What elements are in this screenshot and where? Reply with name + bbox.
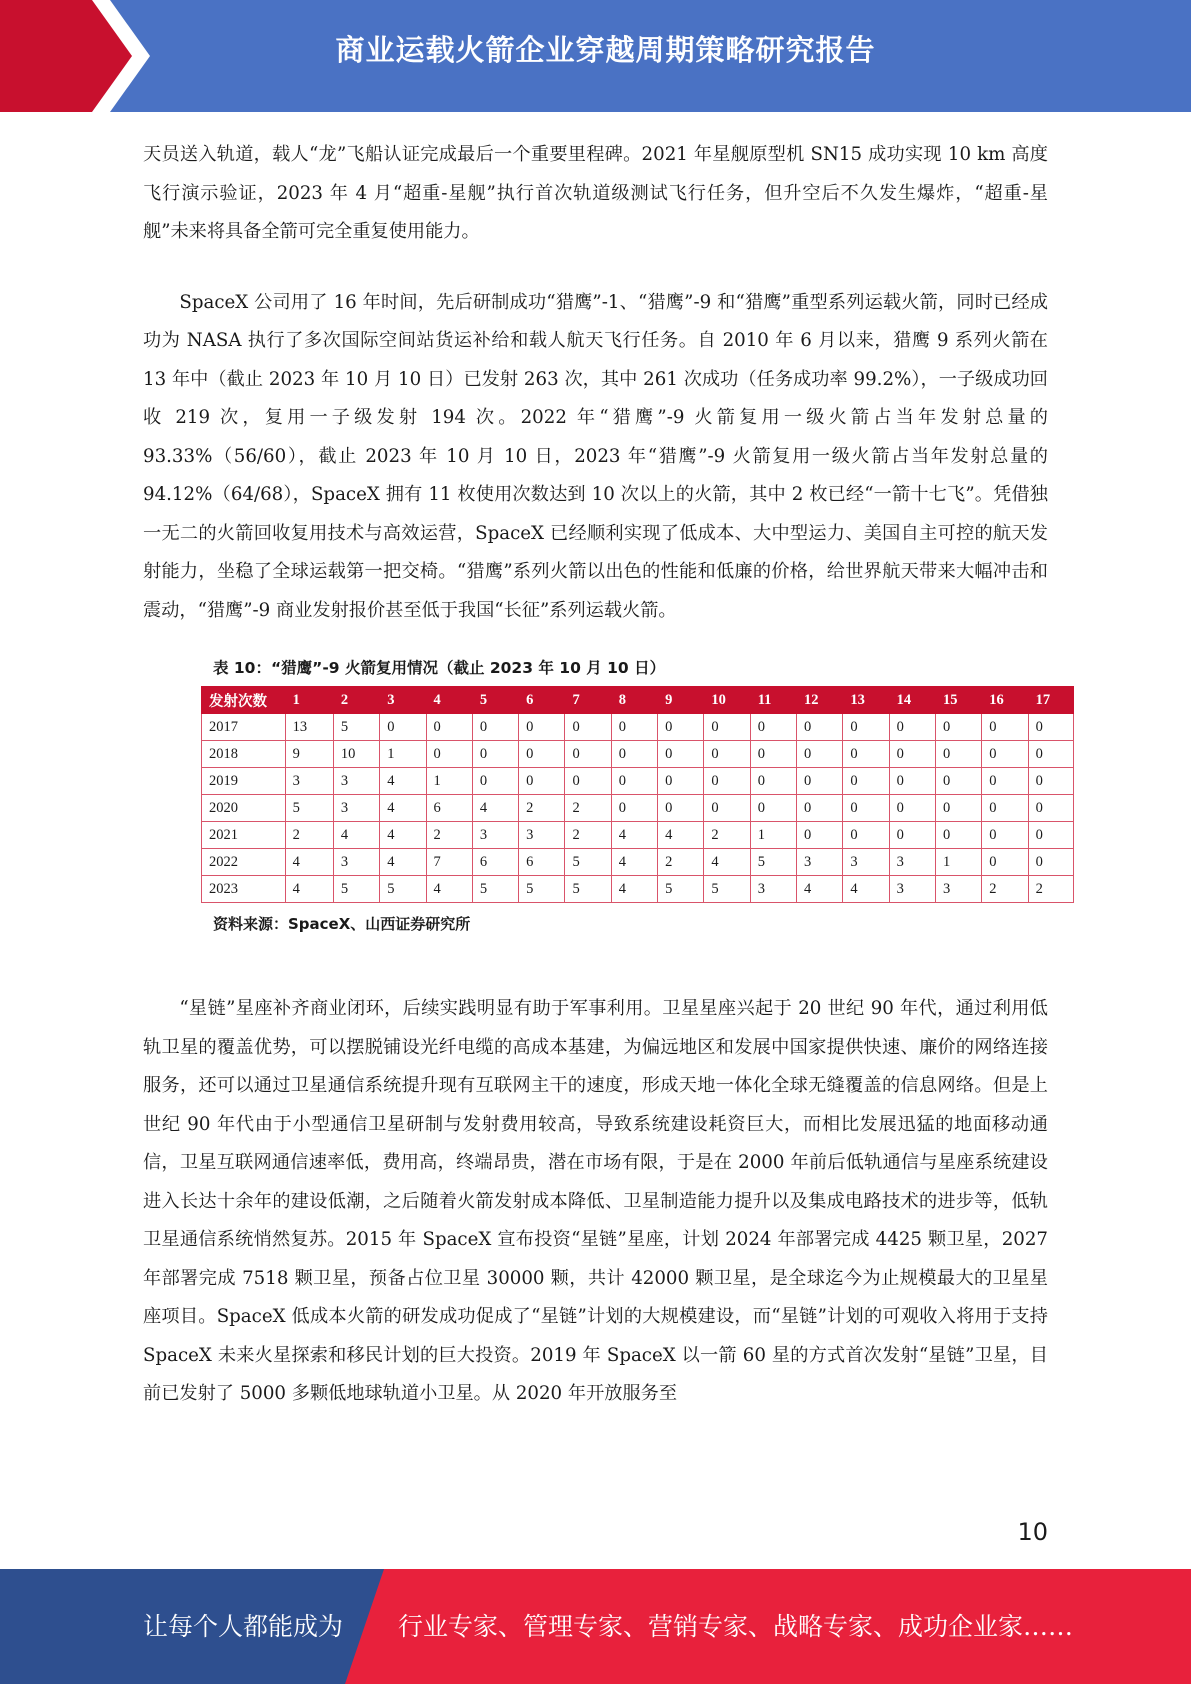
table-cell: 2 [658,849,704,876]
main-content [143,136,1051,1414]
table-cell: 2 [285,822,333,849]
table-cell: 0 [704,795,750,822]
reuse-table [201,686,1074,903]
table-cell: 0 [1028,714,1073,741]
table-header-cell: 3 [380,687,426,714]
table-cell: 0 [1028,741,1073,768]
table-cell: 0 [658,741,704,768]
page-number: 10 [1017,1518,1048,1546]
table-cell: 5 [333,876,379,903]
table-header-cell: 14 [889,687,935,714]
table-cell: 5 [519,876,565,903]
table-cell: 0 [658,795,704,822]
table-cell: 4 [658,822,704,849]
table-cell: 0 [565,768,611,795]
table-cell: 0 [982,714,1028,741]
table-cell: 7 [426,849,472,876]
table-cell: 5 [750,849,796,876]
table-header-cell: 16 [982,687,1028,714]
table-cell: 4 [611,876,657,903]
table-header-cell: 17 [1028,687,1073,714]
table-cell: 2 [519,795,565,822]
table-row [202,876,1074,903]
table-source: 资料来源：SpaceX、山西证券研究所 [213,915,471,933]
table-cell: 0 [1028,768,1073,795]
table-cell: 0 [889,741,935,768]
table-caption: 表 10：“猎鹰”-9 火箭复用情况（截止 2023 年 10 月 10 日） [213,659,666,677]
table-cell: 4 [797,876,843,903]
table-cell: 0 [750,714,796,741]
table-cell: 0 [843,795,889,822]
page-header [0,0,1191,112]
table-cell: 0 [982,849,1028,876]
table-header-cell: 12 [797,687,843,714]
table-cell: 0 [797,795,843,822]
table-header-cell: 1 [285,687,333,714]
table-row [202,741,1074,768]
page-footer [0,1569,1191,1684]
table-cell: 0 [935,795,981,822]
table-row-year: 2020 [202,795,286,822]
table-cell: 0 [1028,822,1073,849]
table-cell: 0 [889,822,935,849]
table-header-cell: 2 [333,687,379,714]
footer-slogan-left: 让每个人都能成为 [143,1612,344,1641]
table-cell: 0 [611,768,657,795]
table-cell: 0 [519,714,565,741]
table-cell: 0 [982,795,1028,822]
table-cell: 0 [935,822,981,849]
table-cell: 2 [565,822,611,849]
table-cell: 6 [472,849,518,876]
paragraph-1: 天员送入轨道，载人“龙”飞船认证完成最后一个重要里程碑。2021 年星舰原型机 SN15 成功实现 10 km 高度飞行演示验证，2023 年 4 月“超重-星舰”执行首次轨道级测试飞行任务，但升空后不久发生爆炸，“超重-星舰”未来将具备全箭可完全重复使用能力。 [143,144,1048,242]
table-cell: 0 [611,795,657,822]
table-cell: 0 [935,768,981,795]
table-cell: 6 [426,795,472,822]
table-cell: 0 [843,741,889,768]
table-header-row [202,687,1074,714]
table-cell: 0 [565,741,611,768]
table-header-cell: 10 [704,687,750,714]
table-header-cell: 7 [565,687,611,714]
table-cell: 4 [426,876,472,903]
table-header-cell: 13 [843,687,889,714]
table-cell: 0 [982,741,1028,768]
table-cell: 3 [843,849,889,876]
table-cell: 4 [285,849,333,876]
table-cell: 3 [472,822,518,849]
table-cell: 0 [426,741,472,768]
table-cell: 5 [658,876,704,903]
table-row-year: 2017 [202,714,286,741]
table-row [202,822,1074,849]
table-cell: 0 [704,768,750,795]
table-cell: 13 [285,714,333,741]
table-header-cell: 8 [611,687,657,714]
table-cell: 1 [750,822,796,849]
table-row-year: 2022 [202,849,286,876]
table-cell: 3 [519,822,565,849]
table-cell: 4 [380,822,426,849]
table-cell: 0 [889,795,935,822]
table-header-cell: 6 [519,687,565,714]
table-row [202,849,1074,876]
table-cell: 0 [889,768,935,795]
table-cell: 0 [797,741,843,768]
table-cell: 0 [519,768,565,795]
table-cell: 0 [658,714,704,741]
table-header-cell: 15 [935,687,981,714]
table-row-year: 2021 [202,822,286,849]
table-row-year: 2023 [202,876,286,903]
table-cell: 4 [843,876,889,903]
table-cell: 3 [750,876,796,903]
table-cell: 5 [285,795,333,822]
table-cell: 3 [935,876,981,903]
table-cell: 0 [704,714,750,741]
table-cell: 4 [611,822,657,849]
table-cell: 0 [426,714,472,741]
table-cell: 2 [982,876,1028,903]
reuse-table-block [201,656,1074,934]
report-title: 商业运载火箭企业穿越周期策略研究报告 [335,33,876,67]
table-cell: 0 [472,741,518,768]
table-cell: 4 [380,795,426,822]
table-cell: 0 [565,714,611,741]
table-cell: 4 [472,795,518,822]
table-cell: 2 [426,822,472,849]
table-header-cell: 9 [658,687,704,714]
table-cell: 3 [333,849,379,876]
table-row-year: 2019 [202,768,286,795]
table-cell: 0 [797,714,843,741]
table-cell: 2 [1028,876,1073,903]
paragraph-3: “星链”星座补齐商业闭环，后续实践明显有助于军事利用。卫星星座兴起于 20 世纪 90 年代，通过利用低轨卫星的覆盖优势，可以摆脱铺设光纤电缆的高成本基建，为偏远地区和发展中国家提供快速、廉价的网络连接服务，还可以通过卫星通信系统提升现有互联网主干的速度，形成天地一体化全球无缝覆盖的信息网络。但是上世纪 90 年代由于小型通信卫星研制与发射费用较高，导致系统建设耗资巨大，而相比发展迅猛的地面移动通信，卫星互联网通信速率低，费用高，终端昂贵，潜在市场有限，于是在 2000 年前后低轨通信与星座系统建设进入长达十余年的建设低潮，之后随着火箭发射成本降低、卫星制造能力提升以及集成电路技术的进步等，低轨卫星通信系统悄然复苏。2015 年 SpaceX 宣布投资“星链”星座，计划 2024 年部署完成 4425 颗卫星，2027 年部署完成 7518 颗卫星，预备占位卫星 30000 颗，共计 42000 颗卫星，是全球迄今为止规模最大的卫星星座项目。SpaceX 低成本火箭的研发成功促成了“星链”计划的大规模建设，而“星链”计划的可观收入将用于支持 SpaceX 未来火星探索和移民计划的巨大投资。2019 年 SpaceX 以一箭 60 星的方式首次发射“星链”卫星，目前已发射了 5000 多颗低地球轨道小卫星。从 2020 年开放服务至 [143,998,1048,1404]
table-cell: 1 [380,741,426,768]
table-cell: 4 [380,768,426,795]
table-cell: 5 [380,876,426,903]
table-row-year: 2018 [202,741,286,768]
table-cell: 3 [797,849,843,876]
table-cell: 0 [704,741,750,768]
table-cell: 0 [797,768,843,795]
table-cell: 0 [750,741,796,768]
table-cell: 0 [889,714,935,741]
table-cell: 0 [1028,795,1073,822]
table-cell: 0 [982,768,1028,795]
table-cell: 3 [285,768,333,795]
table-cell: 0 [658,768,704,795]
table-cell: 4 [333,822,379,849]
table-cell: 0 [797,822,843,849]
table-cell: 3 [333,768,379,795]
table-cell: 0 [982,822,1028,849]
table-cell: 0 [472,768,518,795]
table-cell: 0 [935,714,981,741]
table-header-launch-count: 发射次数 [202,687,286,714]
table-cell: 3 [333,795,379,822]
table-cell: 0 [1028,849,1073,876]
table-cell: 0 [843,768,889,795]
table-cell: 2 [565,795,611,822]
table-cell: 4 [704,849,750,876]
table-cell: 5 [472,876,518,903]
table-cell: 1 [935,849,981,876]
table-cell: 4 [380,849,426,876]
table-header-cell: 11 [750,687,796,714]
table-cell: 10 [333,741,379,768]
footer-slogan-right: 行业专家、管理专家、营销专家、战略专家、成功企业家…… [398,1612,1074,1641]
table-row [202,768,1074,795]
table-header-cell: 5 [472,687,518,714]
table-cell: 0 [611,714,657,741]
paragraph-2: SpaceX 公司用了 16 年时间，先后研制成功“猎鹰”-1、“猎鹰”-9 和“猎鹰”重型系列运载火箭，同时已经成功为 NASA 执行了多次国际空间站货运补给和载人航天飞行任务。自 2010 年 6 月以来，猎鹰 9 系列火箭在 13 年中（截止 2023 年 10 月 10 日）已发射 263 次，其中 261 次成功（任务成功率 99.2%），一子级成功回收 219 次，复用一子级发射 194 次。2022 年“猎鹰”-9 火箭复用一级火箭占当年发射总量的 93.33%（56/60），截止 2023 年 10 月 10 日，2023 年“猎鹰”-9 火箭复用一级火箭占当年发射总量的 94.12%（64/68），SpaceX 拥有 11 枚使用次数达到 10 次以上的火箭，其中 2 枚已经“一箭十七飞”。凭借独一无二的火箭回收复用技术与高效运营，SpaceX 已经顺利实现了低成本、大中型运力、美国自主可控的航天发射能力，坐稳了全球运载第一把交椅。“猎鹰”系列火箭以出色的性能和低廉的价格，给世界航天带来大幅冲击和震动，“猎鹰”-9 商业发射报价甚至低于我国“长征”系列运载火箭。 [143,291,1048,621]
table-cell: 0 [843,822,889,849]
table-cell: 1 [426,768,472,795]
table-cell: 6 [519,849,565,876]
table-cell: 0 [750,768,796,795]
table-cell: 0 [935,741,981,768]
table-cell: 0 [472,714,518,741]
table-cell: 4 [285,876,333,903]
table-cell: 5 [333,714,379,741]
table-cell: 0 [843,714,889,741]
table-cell: 2 [704,822,750,849]
table-row [202,714,1074,741]
table-cell: 5 [565,876,611,903]
table-cell: 0 [611,741,657,768]
table-cell: 3 [889,849,935,876]
table-cell: 5 [704,876,750,903]
table-cell: 5 [565,849,611,876]
table-cell: 0 [380,714,426,741]
table-cell: 9 [285,741,333,768]
table-header-cell: 4 [426,687,472,714]
table-row [202,795,1074,822]
table-cell: 3 [889,876,935,903]
table-cell: 4 [611,849,657,876]
table-cell: 0 [750,795,796,822]
table-cell: 0 [519,741,565,768]
